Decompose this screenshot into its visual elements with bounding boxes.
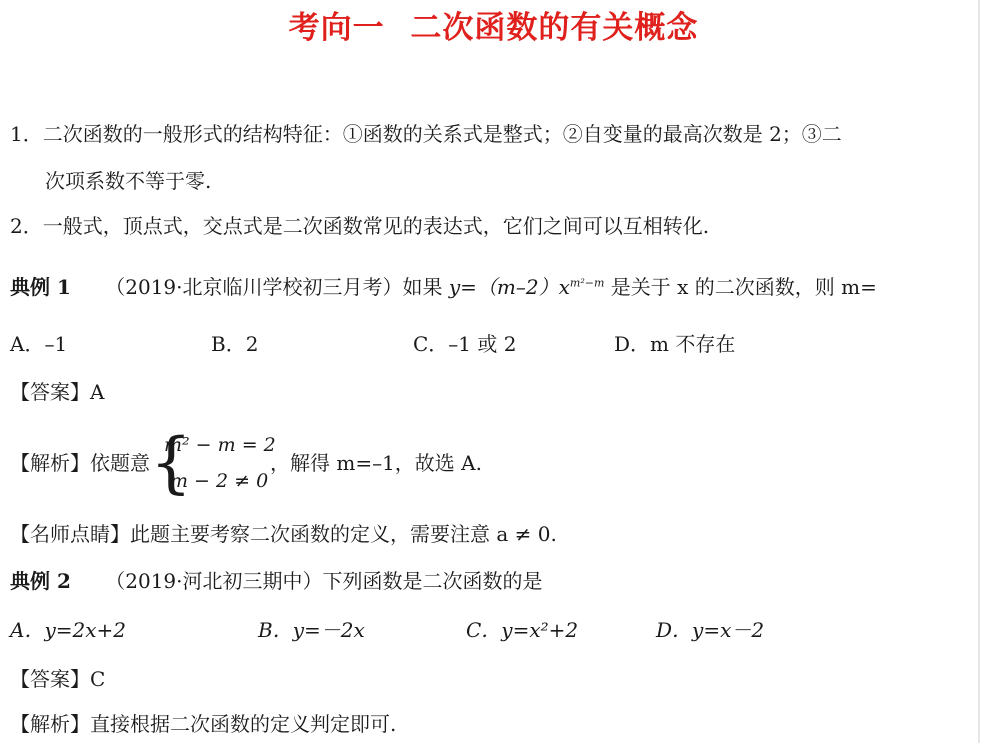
section-title [0,2,987,47]
example-1-option-d: D．m 不存在 [614,332,736,356]
example-1-analysis-prefix: 【解析】依题意 [10,451,150,475]
example-1-option-a: A．–1 [10,332,68,356]
equation-1: m² − m = 2 [164,433,276,456]
example-1-tail: 是关于 x 的二次函数，则 m= [610,275,877,299]
example-1-option-c: C．–1 或 2 [413,332,517,356]
section-title-main: 二次函数的有关概念 [410,10,699,46]
page-edge-shadow [978,0,980,743]
point-2: 2．一般式，顶点式，交点式是二次函数常见的表达式，它们之间可以互相转化. [10,214,710,238]
example-2-analysis: 【解析】直接根据二次函数的定义判定即可. [10,712,397,736]
equation-system [150,423,276,501]
example-1-answer: 【答案】A [10,380,105,404]
example-1-source: （2019·北京临川学校初三月考）如果 [105,275,443,299]
example-2-source: （2019·河北初三期中）下列函数是二次函数的是 [105,569,543,593]
example-2-option-d: D．y=x－2 [656,618,765,642]
equation-2: m − 2 ≠ 0 [170,469,269,492]
example-1-analysis-suffix: ，解得 m=–1，故选 A. [270,451,482,475]
example-2-answer: 【答案】C [10,667,106,691]
left-brace-icon: { [150,423,192,501]
example-1-question [10,273,877,301]
example-1-analysis [10,423,482,501]
example-2-label: 典例 2 [10,569,71,593]
example-2-option-c: C．y=x²+2 [466,618,579,642]
example-2-option-a: A．y=2x+2 [10,618,126,642]
example-1-comment: 【名师点睛】此题主要考察二次函数的定义，需要注意 a ≠ 0. [10,522,557,546]
example-2-option-b: B．y=－2x [258,618,365,642]
example-1-function: y=（m–2）x [448,275,570,299]
example-1-option-b: B．2 [211,332,259,356]
example-2-question [10,567,543,595]
point-1-line-2: 次项系数不等于零. [45,169,212,193]
example-1-exponent: m²−m [569,276,605,290]
point-1-line-1: 1．二次函数的一般形式的结构特征：①函数的关系式是整式；②自变量的最高次数是 2；③二 [10,122,842,146]
section-title-prefix: 考向一 [288,10,385,46]
example-1-label: 典例 1 [10,275,71,299]
